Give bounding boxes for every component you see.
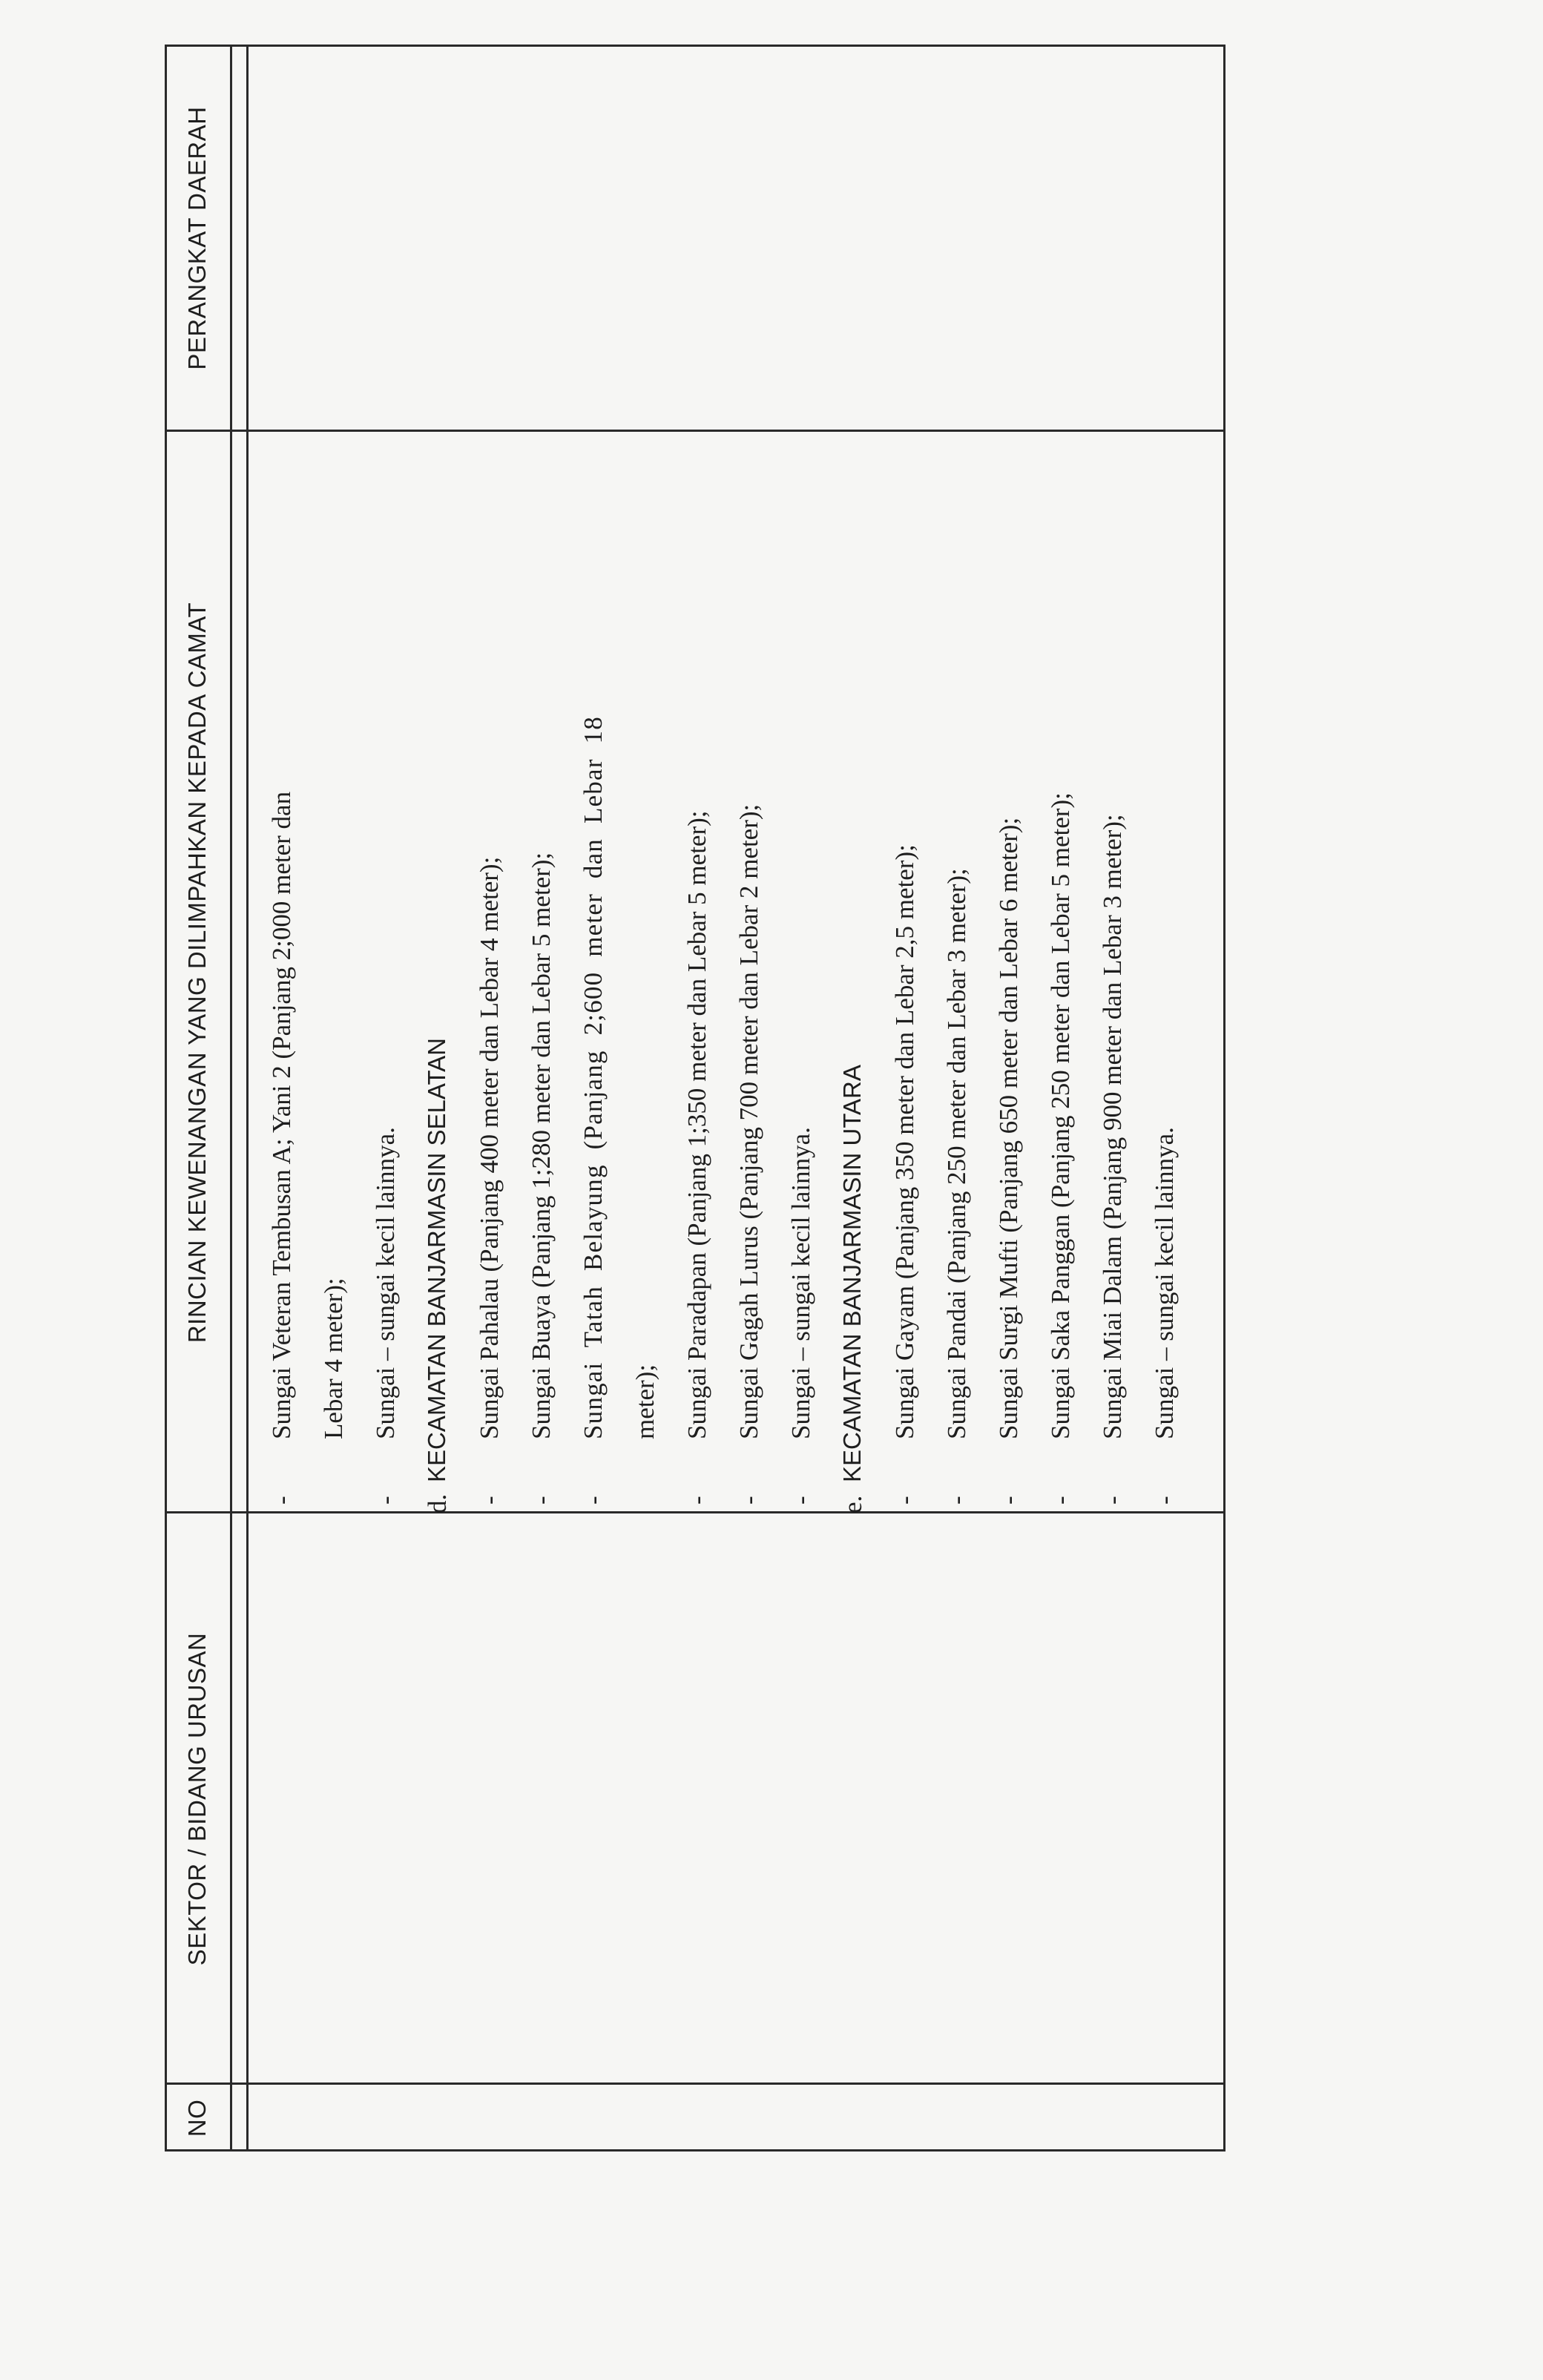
- rotated-table-page: [165, 45, 1225, 2151]
- item-text: Sungai Gagah Lurus (Panjang 700 meter dan Lebar 2 meter);: [734, 803, 763, 1439]
- item-marker: -: [579, 1496, 608, 1505]
- item-text: Sungai Miai Dalam (Panjang 900 meter dan Lebar 3 meter);: [1098, 814, 1127, 1439]
- item-marker: -: [371, 1496, 400, 1505]
- item-text: Sungai Pahalau (Panjang 400 meter dan Lebar 4 meter);: [475, 856, 504, 1439]
- item-text: Sungai Paradapan (Panjang 1;350 meter dan Lebar 5 meter);: [682, 810, 711, 1439]
- item-text: Sungai Tatah Belayung (Panjang 2;600 meter dan Lebar 18: [579, 716, 608, 1439]
- item-marker: -: [890, 1496, 919, 1505]
- item-text: Sungai Saka Panggan (Panjang 250 meter dan Lebar 5 meter);: [1046, 792, 1075, 1439]
- item-marker: -: [475, 1496, 504, 1505]
- item-marker: -: [942, 1496, 971, 1505]
- item-text: Lebar 4 meter);: [319, 1278, 348, 1439]
- column-divider-sektor: [165, 1511, 1225, 1513]
- item-text: Sungai – sungai kecil lainnya.: [371, 1127, 400, 1439]
- item-text: KECAMATAN BANJARMASIN UTARA: [838, 1065, 866, 1482]
- header-perangkat: PERANGKAT DAERAH: [183, 106, 211, 370]
- item-marker: -: [786, 1496, 815, 1505]
- item-marker: -: [527, 1496, 556, 1505]
- item-text: Sungai Surgi Mufti (Panjang 650 meter dan Lebar 6 meter);: [994, 817, 1023, 1439]
- item-marker: -: [1150, 1496, 1179, 1505]
- item-text: Sungai – sungai kecil lainnya.: [786, 1127, 815, 1439]
- header-rincian: RINCIAN KEWENANGAN YANG DILIMPAHKAN KEPADA CAMAT: [183, 602, 211, 1344]
- column-divider-rincian: [165, 430, 1225, 432]
- header-divider: [230, 45, 232, 2151]
- item-marker: d.: [423, 1493, 452, 1513]
- item-text: Sungai Gayam (Panjang 350 meter dan Lebar 2,5 meter);: [890, 844, 919, 1439]
- item-marker: -: [734, 1496, 763, 1505]
- item-marker: -: [1098, 1496, 1127, 1505]
- item-marker: -: [267, 1496, 296, 1505]
- item-text: Sungai – sungai kecil lainnya.: [1150, 1127, 1179, 1439]
- item-text: meter);: [631, 1364, 659, 1439]
- item-text: KECAMATAN BANJARMASIN SELATAN: [423, 1038, 450, 1482]
- item-text: Sungai Pandai (Panjang 250 meter dan Lebar 3 meter);: [942, 868, 971, 1439]
- header-no: NO: [183, 2099, 211, 2137]
- item-text: Sungai Veteran Tembusan A; Yani 2 (Panjang 2;000 meter dan: [267, 791, 296, 1439]
- item-marker: -: [994, 1496, 1023, 1505]
- rincian-cell: [239, 436, 1218, 1513]
- column-divider-no: [165, 2082, 1225, 2085]
- header-sektor: SEKTOR / BIDANG URUSAN: [183, 1632, 211, 1966]
- item-marker: e.: [838, 1495, 867, 1513]
- item-marker: -: [1046, 1496, 1075, 1505]
- item-text: Sungai Buaya (Panjang 1;280 meter dan Lebar 5 meter);: [527, 852, 556, 1439]
- item-marker: -: [682, 1496, 711, 1505]
